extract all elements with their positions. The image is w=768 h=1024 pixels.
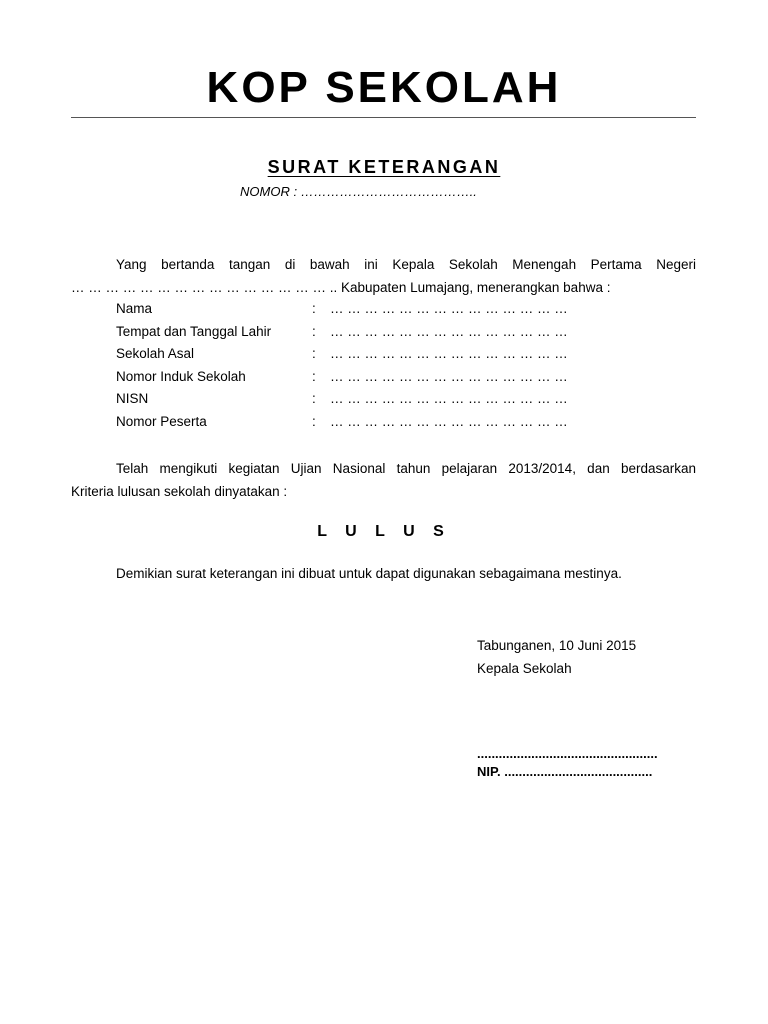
signature-name-line: .................................................. [477,746,658,761]
student-fields [116,298,568,434]
letterhead-divider [71,117,696,118]
school-letterhead: KOP SEKOLAH [206,63,562,112]
signature-block [477,634,636,680]
field-colon: : [312,301,316,316]
opening-line-1: Yang bertanda tangan di bawah ini Kepala Sekolah Menengah Pertama Negeri [116,257,696,272]
letter-number: NOMOR : ………………………………….. [240,184,477,199]
field-row-nis [116,366,568,389]
signature-nip: NIP. ......................................... [477,764,653,779]
statement-line-1: Telah mengikuti kegiatan Ujian Nasional tahun pelajaran 2013/2014, dan berdasarkan [116,461,696,476]
signature-position: Kepala Sekolah [477,661,572,676]
field-row-nisn [116,388,568,411]
field-row-name [116,298,568,321]
field-value: … … … … … … … … … … … … … … [330,391,568,407]
field-colon: : [312,391,316,407]
field-value: … … … … … … … … … … … … … … [330,413,568,429]
field-colon: : [312,346,316,362]
statement-line-2: Kriteria lulusan sekolah dinyatakan : [71,484,288,499]
letter-title [0,156,768,178]
field-label: Nomor Induk Sekolah [116,368,246,384]
field-value: … … … … … … … … … … … … … … [330,323,568,339]
field-value: … … … … … … … … … … … … … … [330,368,568,384]
result-status: L U L U S [317,523,451,540]
field-row-school [116,343,568,366]
field-row-birth [116,321,568,344]
field-row-participant [116,411,568,434]
field-label: Nomor Peserta [116,413,207,429]
opening-paragraph [71,253,696,299]
field-label: Nama [116,301,153,316]
field-colon: : [312,413,316,429]
field-label: NISN [116,391,149,407]
field-colon: : [312,323,316,339]
field-colon: : [312,368,316,384]
field-label: Tempat dan Tanggal Lahir [116,323,272,339]
field-label: Sekolah Asal [116,346,195,362]
field-value: … … … … … … … … … … … … … … [330,301,568,316]
letter-title-text: SURAT KETERANGAN [267,157,501,177]
signature-place-date: Tabunganen, 10 Juni 2015 [477,638,637,653]
opening-line-2: … … … … … … … … … … … … … … … .. Kabupaten Lumajang, menerangkan bahwa : [71,280,611,295]
field-value: … … … … … … … … … … … … … … [330,346,568,362]
statement-paragraph [71,457,696,503]
closing-paragraph: Demikian surat keterangan ini dibuat untuk dapat digunakan sebagaimana mestinya. [116,566,622,581]
